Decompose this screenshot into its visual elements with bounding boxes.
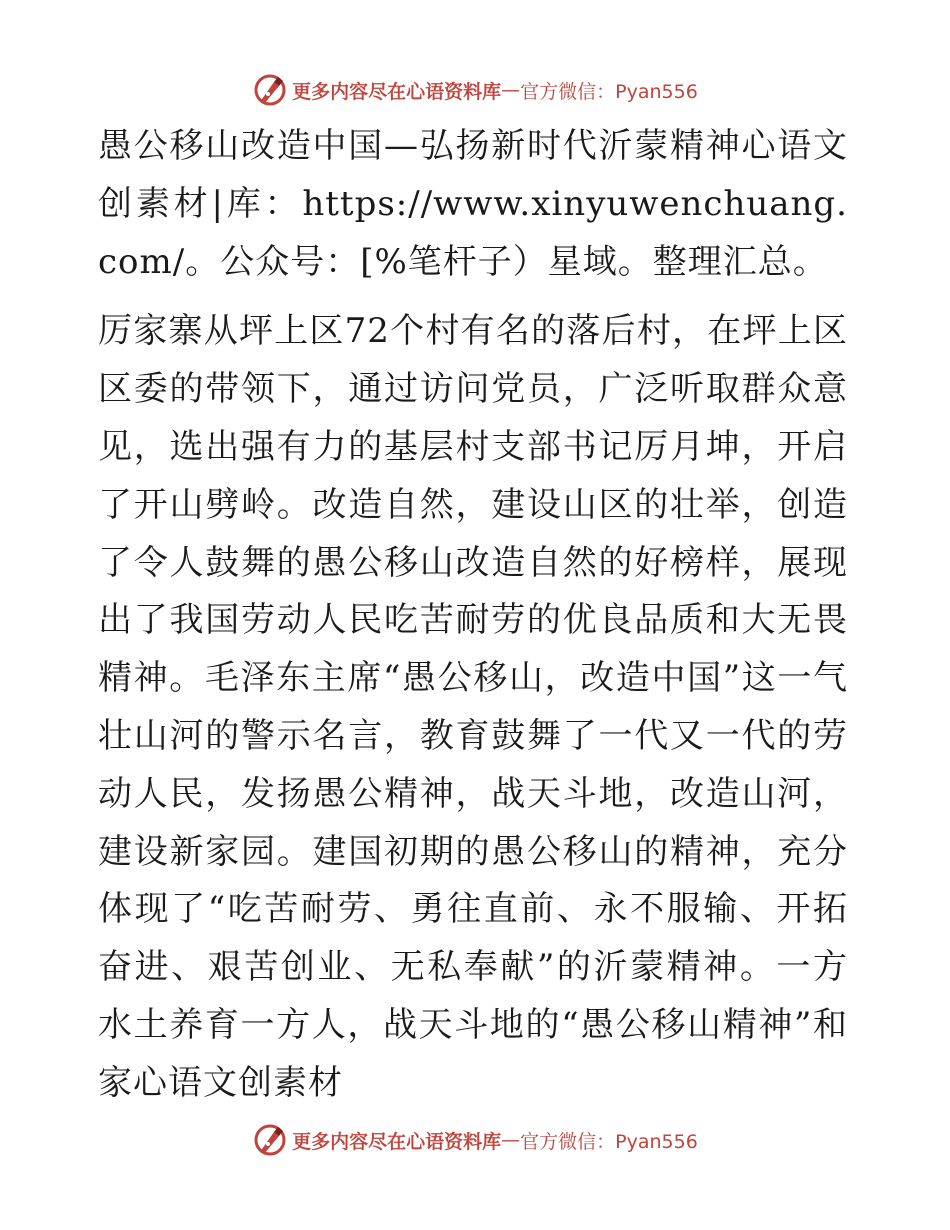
banner-contact: 官方微信：Pyan556 [520,1130,698,1153]
footer-banner [0,1118,950,1162]
banner-separator: — [501,79,521,101]
intro-paragraph: 愚公移山改造中国—弘扬新时代沂蒙精神心语文创素材|库：https://www.xinyuwenchuang.com/。公众号：[%笔杆子）星域。整理汇总。 [98,126,848,282]
banner-contact: 官方微信：Pyan556 [520,80,698,103]
header-banner [0,68,950,112]
banner-slogan: 更多内容尽在心语资料库 [292,80,502,103]
main-paragraph: 厉家寨从坪上区72个村有名的落后村，在坪上区区委的带领下，通过访问党员，广泛听取群众意见，选出强有力的基层村支部书记厉月坤，开启了开山劈岭。改造自然，建设山区的壮举，创造了令人鼓舞的愚公移山改造自然的好榜样，展现出了我国劳动人民吃苦耐劳的优良品质和大无畏精神。毛泽东主席“愚公移山，改造中国”这一气壮山河的警示名言，教育鼓舞了一代又一代的劳动人民，发扬愚公精神，战天斗地，改造山河，建设新家园。建国初期的愚公移山的精神，充分体现了“吃苦耐劳、勇往直前、永不服输、开拓奋进、艰苦创业、无私奉献”的沂蒙精神。一方水土养育一方人，战天斗地的“愚公移山精神”和家心语文创素材 [98,311,848,1103]
pen-nib-logo-icon [252,72,288,108]
pen-nib-logo-icon [252,1122,288,1158]
banner-separator: — [501,1129,521,1151]
document-body [98,118,848,1113]
banner-slogan: 更多内容尽在心语资料库 [292,1130,502,1153]
